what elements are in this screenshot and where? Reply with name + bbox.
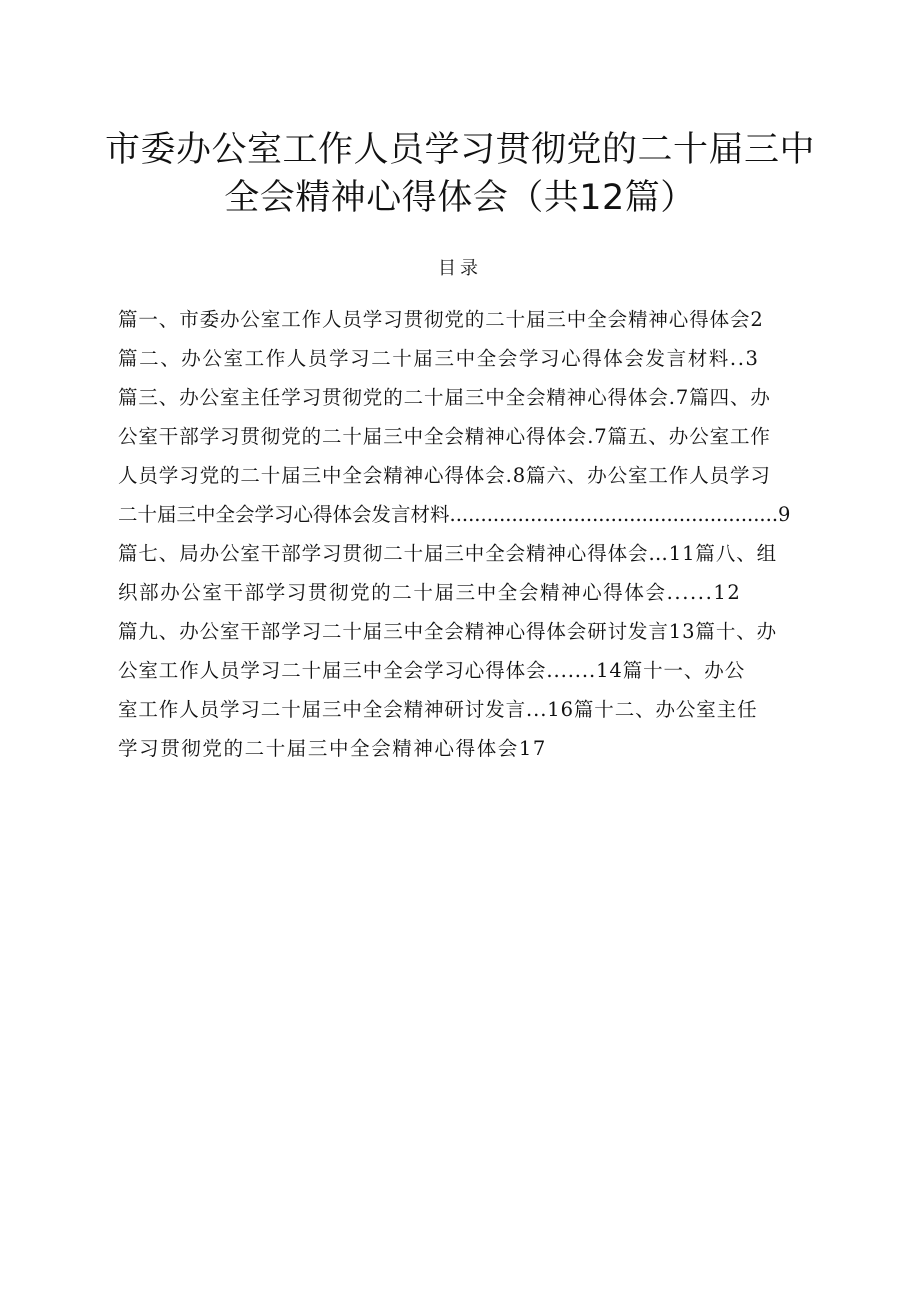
toc-line[interactable]: 公室干部学习贯彻党的二十届三中全会精神心得体会.7篇五、办公室工作	[118, 425, 771, 448]
toc-heading: 目录	[438, 258, 482, 279]
toc-line[interactable]: 篇二、办公室工作人员学习二十届三中全会学习心得体会发言材料..3	[118, 347, 760, 370]
title-line-1: 市委办公室工作人员学习贯彻党的二十届三中	[104, 130, 815, 170]
toc-line[interactable]: 公室工作人员学习二十届三中全会学习心得体会.......14篇十一、办公	[118, 659, 746, 682]
title-line-2: 全会精神心得体会（共12篇）	[224, 178, 696, 218]
toc-line[interactable]: 人员学习党的二十届三中全会精神心得体会.8篇六、办公室工作人员学习	[118, 464, 771, 487]
toc-line[interactable]: 篇三、办公室主任学习贯彻党的二十届三中全会精神心得体会.7篇四、办	[118, 386, 771, 409]
toc-line[interactable]: 室工作人员学习二十届三中全会精神研讨发言...16篇十二、办公室主任	[118, 698, 758, 721]
toc-line[interactable]: 学习贯彻党的二十届三中全会精神心得体会17	[118, 737, 547, 760]
toc-line[interactable]: 篇七、局办公室干部学习贯彻二十届三中全会精神心得体会…11篇八、组	[118, 542, 778, 565]
toc-line[interactable]: 篇九、办公室干部学习二十届三中全会精神心得体会研讨发言13篇十、办	[118, 620, 778, 643]
table-of-contents	[118, 300, 858, 768]
toc-line[interactable]: 织部办公室干部学习贯彻党的二十届三中全会精神心得体会......12	[118, 581, 742, 604]
toc-line[interactable]: 二十届三中全会学习心得体会发言材料.....................................................9	[118, 503, 791, 526]
document-title	[100, 126, 820, 222]
toc-line[interactable]: 篇一、市委办公室工作人员学习贯彻党的二十届三中全会精神心得体会2	[118, 308, 764, 331]
